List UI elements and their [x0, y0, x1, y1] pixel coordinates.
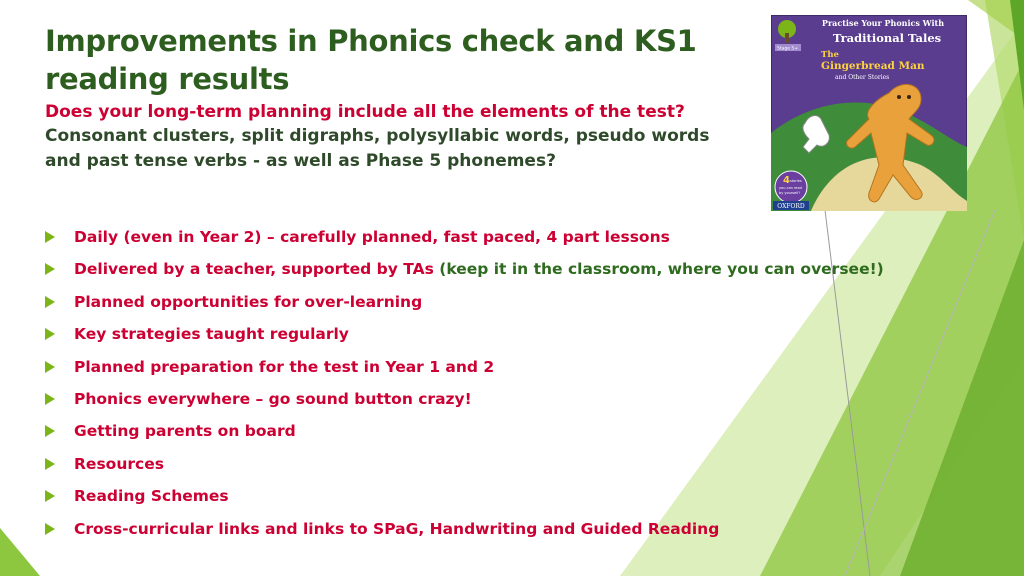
test-elements: Consonant clusters, split digraphs, polysyllabic words, pseudo words and past tense verbs - as well as Phase 5 phonemes? [45, 126, 710, 171]
arrow-bullet-icon [45, 328, 55, 340]
publisher-logo: OXFORD [777, 203, 805, 210]
list-item [45, 226, 884, 258]
bullet-text: Getting parents on board [74, 422, 296, 441]
bullet-text: Delivered by a teacher, supported by TAs [74, 260, 434, 279]
tree-trunk [785, 33, 789, 43]
book-title: Gingerbread Man [821, 60, 925, 72]
planning-question: Does your long-term planning include all the elements of the test? [45, 102, 685, 122]
bullet-text: Key strategies taught regularly [74, 325, 349, 344]
bullet-text: Phonics everywhere – go sound button crazy! [74, 389, 472, 408]
badge-line-1: stories [790, 179, 802, 183]
badge-line-3: by yourself! [779, 191, 800, 195]
arrow-bullet-icon [45, 263, 55, 275]
gingerbread-eye [907, 95, 911, 99]
list-item [45, 258, 884, 290]
bullet-aside: (keep it in the classroom, where you can oversee!) [433, 260, 884, 279]
bullet-text: Planned preparation for the test in Year 1 and 2 [74, 357, 495, 376]
book-cover-image [771, 15, 967, 211]
book-title-the: The [821, 50, 839, 60]
arrow-bullet-icon [45, 296, 55, 308]
series-line-2: Traditional Tales [832, 31, 942, 45]
list-item [45, 485, 884, 517]
arrow-bullet-icon [45, 361, 55, 373]
arrow-bullet-icon [45, 425, 55, 437]
corner-triangle-left [0, 528, 40, 576]
list-item [45, 518, 884, 550]
book-cover-art [771, 15, 967, 211]
title-block [45, 22, 765, 174]
bullet-text: Resources [74, 454, 164, 473]
list-item [45, 323, 884, 355]
list-item [45, 356, 884, 388]
gingerbread-eye [897, 95, 901, 99]
list-item [45, 420, 884, 452]
slide-title: Improvements in Phonics check and KS1 reading results [45, 24, 697, 96]
list-item [45, 291, 884, 323]
badge-line-2: you can read [779, 186, 802, 190]
list-item [45, 453, 884, 485]
arrow-bullet-icon [45, 490, 55, 502]
badge-number: 4 [783, 175, 790, 186]
arrow-bullet-icon [45, 393, 55, 405]
arrow-bullet-icon [45, 458, 55, 470]
list-item [45, 388, 884, 420]
bullet-list [45, 226, 884, 550]
bullet-text: Planned opportunities for over-learning [74, 292, 423, 311]
stage-label: Stage 5+ [777, 46, 799, 52]
bullet-text: Cross-curricular links and links to SPaG, Handwriting and Guided Reading [74, 519, 720, 538]
bullet-text: Daily (even in Year 2) – carefully planned, fast paced, 4 part lessons [74, 228, 670, 246]
arrow-bullet-icon [45, 231, 55, 243]
bullet-text: Reading Schemes [74, 487, 229, 506]
series-line-1: Practise Your Phonics With [821, 18, 945, 28]
arrow-bullet-icon [45, 523, 55, 535]
book-subtitle: and Other Stories [835, 74, 890, 81]
